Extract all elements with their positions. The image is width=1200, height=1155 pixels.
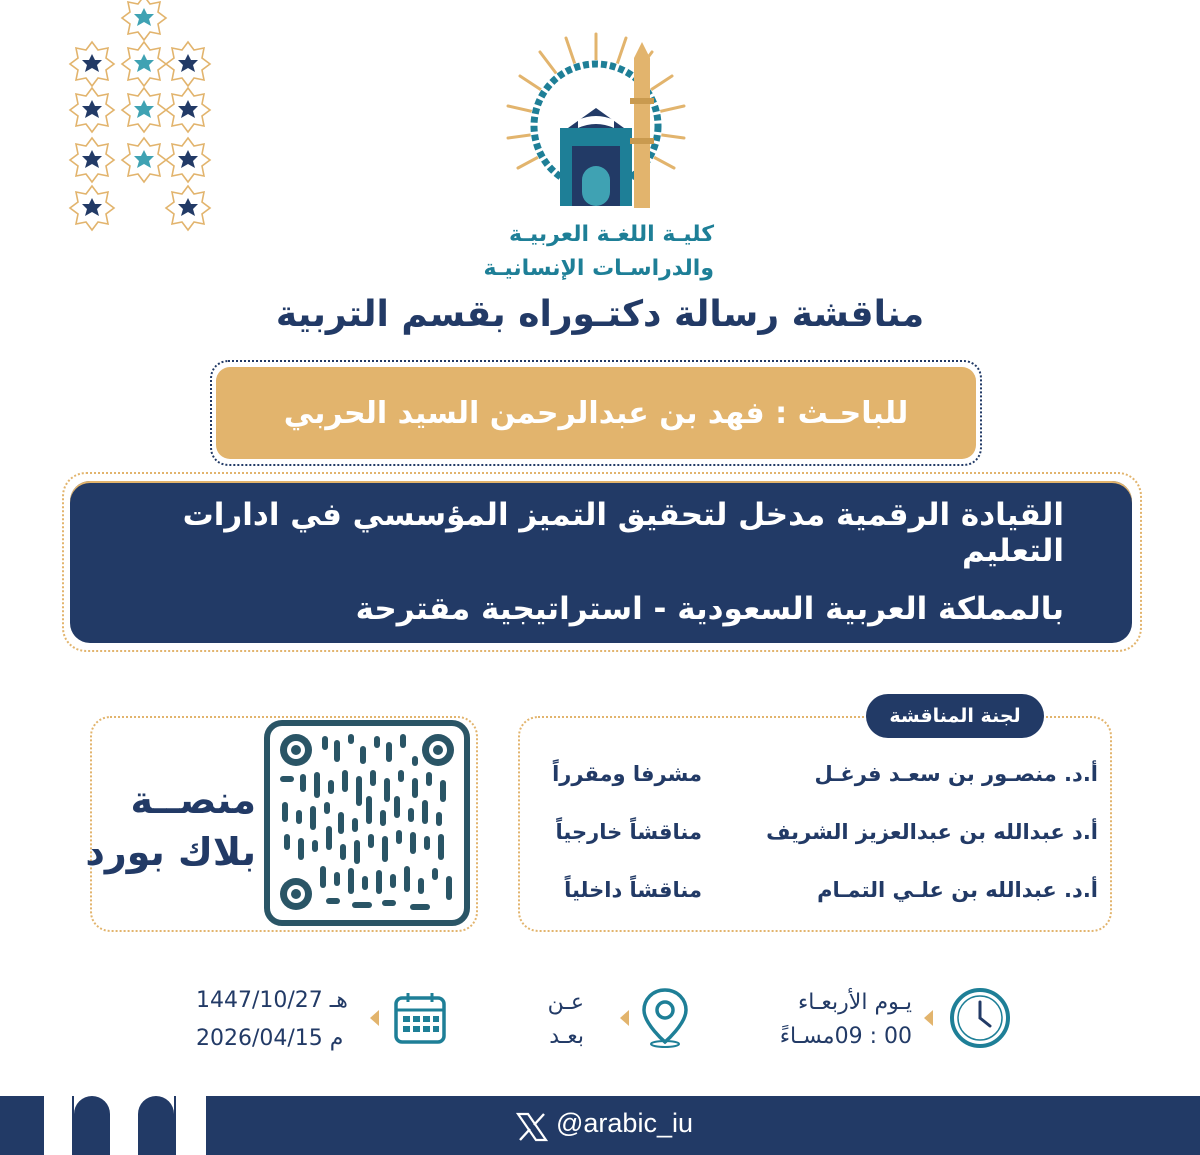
footer-stripe [44, 1096, 72, 1155]
member-role-1: مشرفا ومقرراً [552, 762, 702, 786]
researcher-banner: للباحـث : فهد بن عبدالرحمن السيد الحربي [216, 367, 976, 459]
member-role-3: مناقشاً داخلياً [564, 878, 702, 902]
x-logo-icon[interactable] [516, 1112, 548, 1142]
thesis-title-line-2: بالمملكة العربية السعودية - استراتيجية مقترحة [355, 591, 1064, 627]
event-mode-line-1: عـن [547, 990, 584, 1015]
college-name-line-2: والدراسـات الإنسانيـة [483, 256, 714, 281]
pointer-icon [924, 1010, 933, 1026]
event-time: 00 : 09مسـاءً [779, 1024, 912, 1049]
qr-code[interactable] [264, 720, 470, 926]
member-role-2: مناقشاً خارجياً [555, 820, 702, 844]
platform-label-line-1: منصــة [130, 778, 256, 822]
university-logo [498, 28, 694, 220]
event-day: يـوم الأربعـاء [797, 990, 912, 1015]
footer-pill [138, 1096, 174, 1155]
thesis-title-line-1: القيادة الرقمية مدخل لتحقيق التميز المؤسسي في ادارات التعليم [182, 497, 1064, 569]
member-name-3: أ.د. عبدالله بن علـي التمـام [817, 878, 1098, 902]
member-name-2: أ.د عبدالله بن عبدالعزيز الشريف [766, 820, 1098, 844]
member-name-1: أ.د. منصـور بن سعـد فرغـل [814, 762, 1098, 786]
social-handle-link[interactable]: @arabic_iu [556, 1108, 693, 1138]
date-hijri: 1447/10/27 هـ [196, 988, 348, 1013]
clock-icon [948, 986, 1012, 1050]
college-name-line-1: كليـة اللغـة العربيـة [508, 222, 714, 247]
pointer-icon [620, 1010, 629, 1026]
pointer-icon [370, 1010, 379, 1026]
footer-stripe [176, 1096, 206, 1155]
decorative-star-pattern [62, 0, 222, 240]
calendar-icon [392, 990, 448, 1046]
page-title: مناقشة رسالة دكتـوراه بقسم التربية [275, 294, 925, 335]
footer-pill [74, 1096, 110, 1155]
qr-code-pattern [270, 726, 464, 920]
location-pin-icon [638, 986, 692, 1050]
date-gregorian: 2026/04/15 م [196, 1026, 344, 1051]
thesis-title-box [70, 481, 1132, 643]
event-mode-line-2: بعـد [549, 1024, 584, 1049]
committee-label: لجنة المناقشة [866, 694, 1044, 738]
platform-label-line-2: بلاك بورد [85, 830, 256, 874]
